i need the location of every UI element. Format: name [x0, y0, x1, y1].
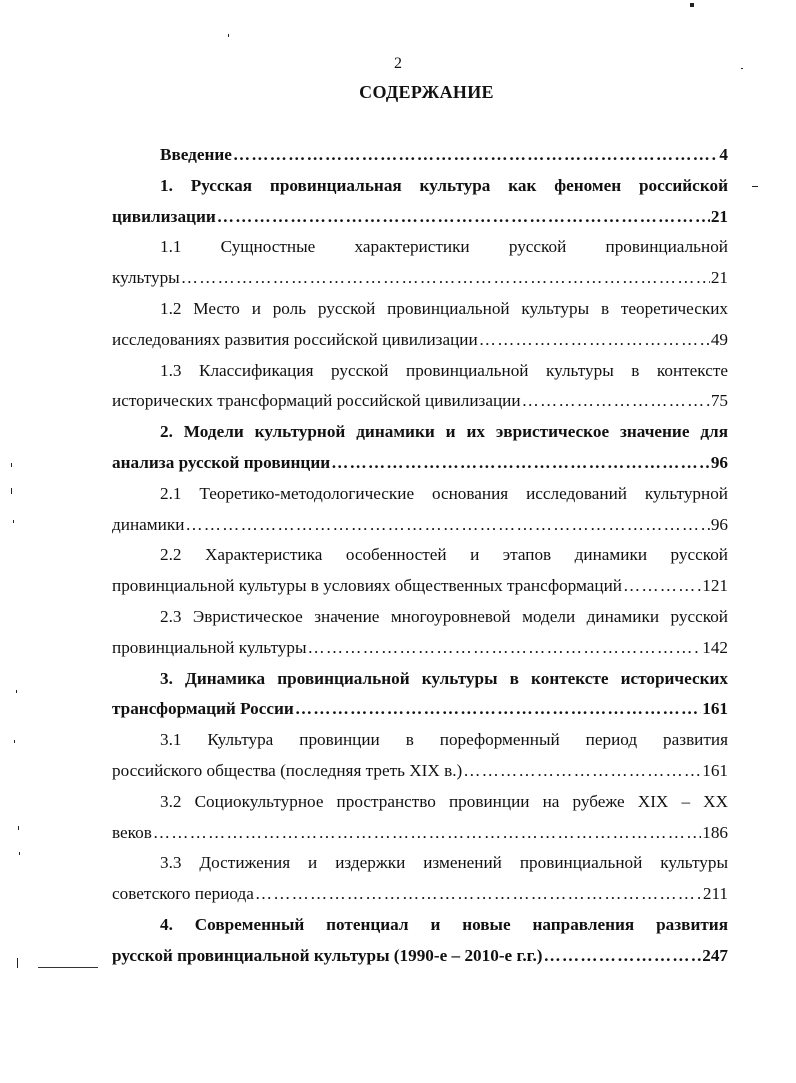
dot-leader — [331, 448, 710, 479]
toc-entry-last-line — [112, 325, 728, 356]
toc-entry-line: 1.2 Место и роль русской провинциальной культуры в теоретических — [160, 298, 728, 318]
toc-entry-last-line — [112, 941, 728, 972]
toc-entry-line: 1. Русская провинциальная культура как феномен российской — [160, 175, 728, 195]
toc-entry-s3-2 — [112, 787, 728, 849]
toc-page-number: 211 — [702, 884, 728, 904]
scan-speck — [741, 68, 743, 69]
toc-entry-line: 1.1 Сущностные характеристики русской провинциальной — [160, 237, 728, 257]
toc-page-number: 21 — [710, 268, 728, 288]
toc-entry-line: 3.2 Социокультурное пространство провинции на рубеже XIX – XX — [160, 791, 728, 811]
dot-leader — [217, 202, 710, 233]
toc-entry-text: российского общества (последняя треть XIX в.) — [112, 760, 463, 780]
toc-entry-s2-2 — [112, 540, 728, 602]
toc-entry-s1-3 — [112, 356, 728, 418]
page-number: 2 — [394, 55, 402, 72]
dot-leader — [479, 325, 710, 356]
dot-leader — [153, 818, 701, 849]
toc-page-number: 75 — [710, 391, 728, 411]
toc-entry-ch4 — [112, 910, 728, 972]
toc-entry-last-line — [112, 818, 728, 849]
toc-entry-text: исторических трансформаций российской цивилизации — [112, 391, 521, 411]
toc-entry-s3-3 — [112, 848, 728, 910]
toc-entry-s1-2 — [112, 294, 728, 356]
toc-entry-last-line — [112, 756, 728, 787]
dot-leader — [295, 694, 701, 725]
toc-entry-ch2 — [112, 417, 728, 479]
toc-entry-s1-1 — [112, 232, 728, 294]
scan-speck — [11, 488, 12, 494]
toc-page-number: 4 — [719, 145, 728, 164]
scan-rule-line — [38, 967, 98, 968]
scan-speck — [13, 520, 14, 523]
scan-speck — [690, 3, 694, 7]
toc-entry-line: 3.1 Культура провинции в пореформенный период развития — [160, 730, 728, 750]
toc-entry-line: 1.3 Классификация русской провинциальной культуры в контексте — [160, 360, 728, 380]
toc-entry-line: 3.3 Достижения и издержки изменений провинциальной культуры — [160, 853, 728, 873]
toc-entry-last-line — [112, 510, 728, 541]
toc-entry-ch1 — [112, 171, 728, 233]
scan-speck — [14, 740, 15, 743]
toc-entry-last-line — [112, 694, 728, 725]
toc-entry-text: исследованиях развития российской цивилизации — [112, 329, 478, 349]
toc-entry-intro — [112, 140, 728, 171]
dot-leader — [255, 879, 702, 910]
scan-speck — [19, 852, 20, 855]
toc-page-number: 247 — [702, 945, 728, 965]
dot-leader — [308, 633, 702, 664]
toc-page-number: 96 — [710, 514, 728, 534]
dot-leader — [233, 140, 719, 171]
dot-leader — [544, 941, 702, 972]
scan-speck — [18, 826, 19, 830]
toc-entry-last-line — [112, 879, 728, 910]
toc-page-number: 96 — [710, 452, 728, 472]
page-title: СОДЕРЖАНИЕ — [359, 82, 494, 102]
toc-page-number: 121 — [702, 576, 728, 596]
dot-leader — [463, 756, 701, 787]
toc-entry-text: культуры — [112, 268, 180, 288]
toc-entry-last-line — [112, 633, 728, 664]
toc-entry-line: 2. Модели культурной динамики и их эвристическое значение для — [160, 422, 728, 442]
toc-entry-line: 4. Современный потенциал и новые направления развития — [160, 914, 728, 934]
toc-entry-s3-1 — [112, 725, 728, 787]
toc-entry-last-line — [112, 140, 728, 171]
toc-entry-last-line — [112, 571, 728, 602]
toc-entry-text: динамики — [112, 514, 185, 534]
toc-entry-line: 2.1 Теоретико-методологические основания исследований культурной — [160, 483, 728, 503]
toc-entry-text: веков — [112, 822, 152, 842]
scan-speck — [228, 34, 229, 37]
toc-entry-last-line — [112, 386, 728, 417]
toc-entry-last-line — [112, 263, 728, 294]
dot-leader — [522, 386, 710, 417]
toc-entry-text: цивилизации — [112, 206, 216, 226]
toc-entry-last-line — [112, 202, 728, 233]
toc-entry-ch3 — [112, 664, 728, 726]
toc-entry-line: 3. Динамика провинциальной культуры в контексте исторических — [160, 668, 728, 688]
dot-leader — [181, 263, 710, 294]
table-of-contents — [112, 140, 728, 972]
toc-entry-text: провинциальной культуры — [112, 637, 307, 657]
toc-entry-s2-1 — [112, 479, 728, 541]
toc-entry-line: 2.2 Характеристика особенностей и этапов динамики русской — [160, 545, 728, 565]
toc-page-number: 161 — [702, 699, 728, 719]
toc-entry-line: 2.3 Эвристическое значение многоуровневой модели динамики русской — [160, 606, 728, 626]
toc-entry-text: провинциальной культуры в условиях общественных трансформаций — [112, 576, 622, 596]
dot-leader — [185, 510, 709, 541]
toc-page-number: 49 — [710, 329, 728, 349]
toc-entry-text: трансформаций России — [112, 699, 294, 719]
toc-page-number: 186 — [702, 822, 728, 842]
toc-entry-text: русской провинциальной культуры (1990-е – 2010-е г.г.) — [112, 945, 543, 965]
scan-speck — [17, 958, 18, 968]
toc-entry-s2-3 — [112, 602, 728, 664]
toc-entry-text: Введение — [160, 145, 232, 164]
toc-page-number: 142 — [702, 637, 728, 657]
scan-speck — [11, 463, 12, 467]
toc-entry-text: анализа русской провинции — [112, 452, 331, 472]
scan-speck — [16, 690, 17, 693]
toc-page-number: 21 — [710, 206, 728, 226]
toc-entry-text: советского периода — [112, 884, 254, 904]
toc-page-number: 161 — [702, 760, 728, 780]
scan-speck — [752, 186, 758, 187]
dot-leader — [623, 571, 701, 602]
toc-entry-last-line — [112, 448, 728, 479]
